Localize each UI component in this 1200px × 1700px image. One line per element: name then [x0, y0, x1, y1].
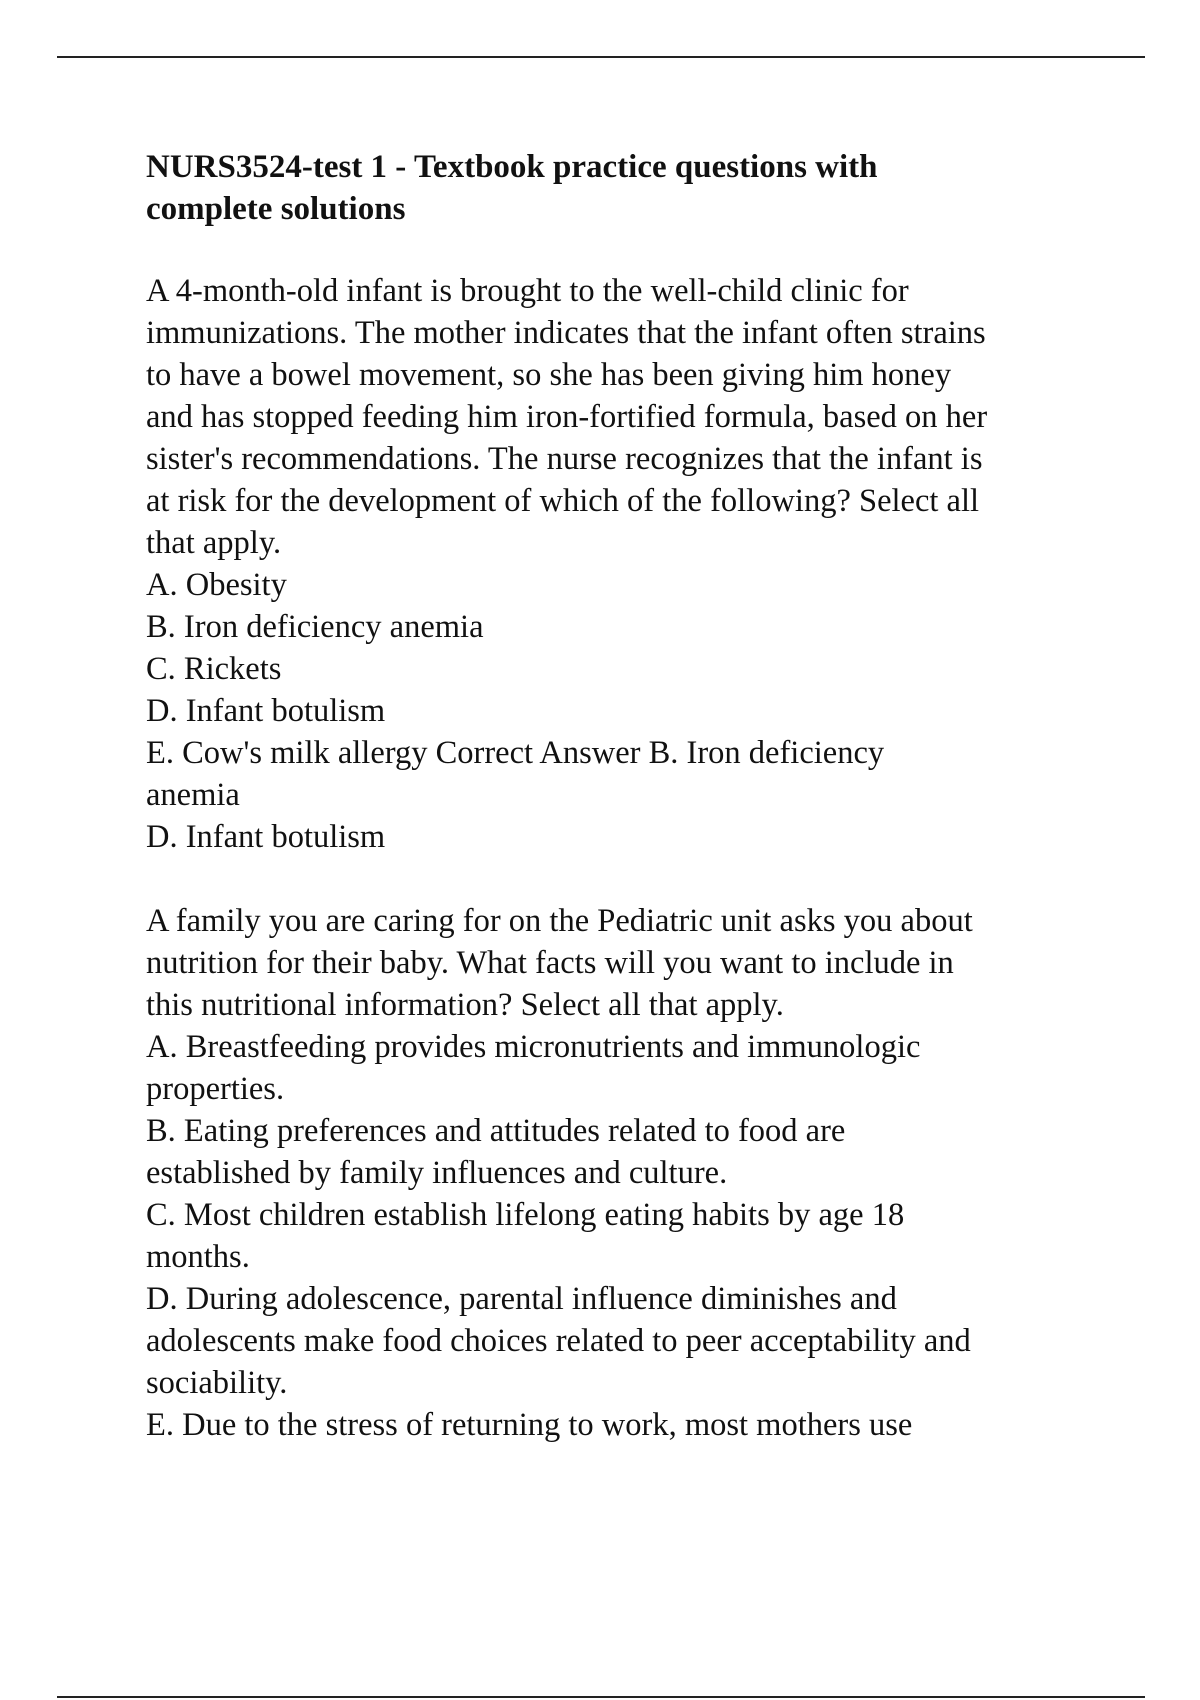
option-c: C. Most children establish lifelong eating habits by age 18: [146, 1197, 905, 1233]
option-c: C. Rickets: [146, 651, 282, 687]
top-rule: [57, 56, 1145, 58]
option-e: E. Due to the stress of returning to work, most mothers use: [146, 1407, 913, 1443]
option-b: B. Eating preferences and attitudes related to food are: [146, 1113, 846, 1149]
option-b-continued: established by family influences and culture.: [146, 1155, 728, 1191]
question-1-line: that apply.: [146, 525, 282, 561]
question-1-line: to have a bowel movement, so she has been giving him honey: [146, 357, 952, 393]
paragraph-gap: [146, 858, 1096, 900]
option-d-continued: adolescents make food choices related to peer acceptability and: [146, 1323, 971, 1359]
question-1-line: A 4-month-old infant is brought to the well-child clinic for: [146, 273, 909, 309]
option-d: D. During adolescence, parental influence diminishes and: [146, 1281, 897, 1317]
question-1: [146, 270, 1096, 858]
question-1-line: sister's recommendations. The nurse recognizes that the infant is: [146, 441, 983, 477]
question-2-line: nutrition for their baby. What facts will you want to include in: [146, 945, 954, 981]
correct-answer-continued: anemia: [146, 777, 240, 813]
page-content: [146, 146, 1096, 1446]
title-line: complete solutions: [146, 191, 406, 227]
option-a-continued: properties.: [146, 1071, 285, 1107]
option-b: B. Iron deficiency anemia: [146, 609, 484, 645]
option-d: D. Infant botulism: [146, 693, 386, 729]
question-1-line: and has stopped feeding him iron-fortified formula, based on her: [146, 399, 988, 435]
option-a: A. Breastfeeding provides micronutrients and immunologic: [146, 1029, 921, 1065]
option-e-with-correct-answer: E. Cow's milk allergy Correct Answer B. Iron deficiency: [146, 735, 885, 771]
title-line: NURS3524-test 1 - Textbook practice questions with: [146, 149, 878, 185]
question-1-line: immunizations. The mother indicates that the infant often strains: [146, 315, 986, 351]
document-title: [146, 146, 1096, 230]
question-2-line: A family you are caring for on the Pediatric unit asks you about: [146, 903, 973, 939]
question-2: [146, 900, 1096, 1446]
bottom-rule: [57, 1696, 1145, 1698]
question-1-line: at risk for the development of which of the following? Select all: [146, 483, 980, 519]
option-c-continued: months.: [146, 1239, 250, 1275]
option-a: A. Obesity: [146, 567, 287, 603]
question-2-line: this nutritional information? Select all that apply.: [146, 987, 784, 1023]
correct-answer-continued: D. Infant botulism: [146, 819, 386, 855]
option-d-continued: sociability.: [146, 1365, 288, 1401]
